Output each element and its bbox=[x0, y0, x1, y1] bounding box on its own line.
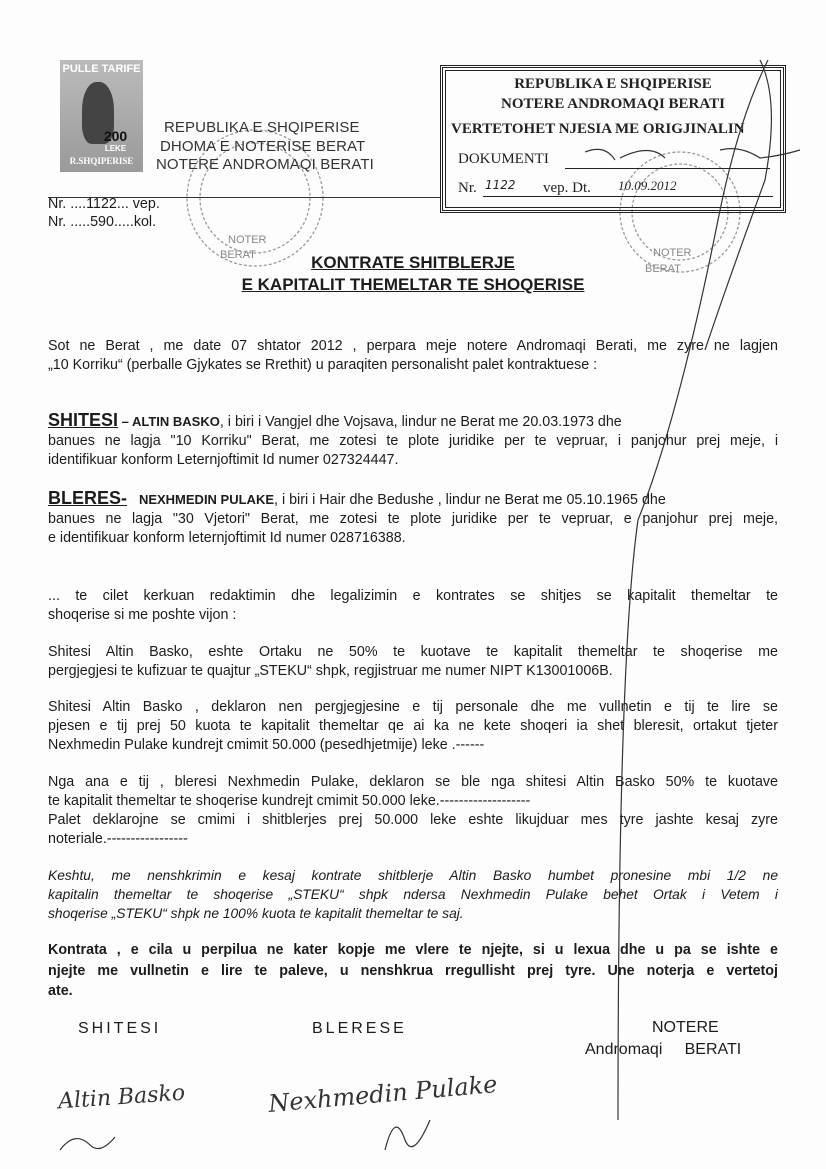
seller-label: SHITESI bbox=[48, 410, 119, 430]
intro-line: „10 Korriku“ (perballe Gjykates se Rrethit) u paraqiten personalisht palet kontraktuese : bbox=[48, 357, 598, 373]
buyer-name: NEXHMEDIN PULAKE bbox=[138, 492, 275, 507]
tax-stamp: PULLE TARIFE 200 LEKE R.SHQIPERISE bbox=[60, 60, 143, 172]
seal-text-noter: NOTER bbox=[228, 234, 267, 246]
register-vep: Nr. ....1122... vep. bbox=[48, 196, 160, 212]
intro-line: Sot ne Berat , me date 07 shtator 2012 , perpara meje notere Andromaqi Berati, me zyre ne lagjen bbox=[48, 338, 778, 354]
document-title-2: E KAPITALIT THEMELTAR TE SHOQERISE bbox=[241, 275, 585, 294]
notary-name: Andromaqi BERATI bbox=[585, 1041, 742, 1058]
paragraph-line: Kontrata , e cila u perpilua ne kater kopje me vlere te njejte, si u lexua dhe u pa se ishte e bbox=[48, 942, 778, 958]
seal-text-berat: BERAT bbox=[220, 249, 256, 261]
paragraph-line: Nga ana e tij , bleresi Nexhmedin Pulake, deklaron se ble nga shitesi Altin Basko 50% te kuotave bbox=[48, 774, 778, 790]
svg-text:NOTER: NOTER bbox=[653, 247, 692, 259]
document-title-1: KONTRATE SHITBLERJE bbox=[311, 253, 515, 272]
paragraph-line: Shitesi Altin Basko, eshte Ortaku ne 50% te kuotave te kapitalit themeltar te shoqerise me bbox=[48, 644, 778, 660]
seller-name: – ALTIN BASKO bbox=[118, 414, 220, 429]
letterhead-line-2: DHOMA E NOTERISE BERAT bbox=[160, 138, 366, 155]
paragraph-line: Keshtu, me nenshkrimin e kesaj kontrate shitblerje Altin Basko humbet pronesine mbi 1/2 ne bbox=[48, 868, 778, 883]
paragraph-line: Shitesi Altin Basko , deklaron nen pergjegjesine e tij personale dhe me vullnetin e tij te lire se bbox=[48, 699, 778, 715]
letterhead-line-3: NOTERE ANDROMAQI BERATI bbox=[156, 156, 374, 173]
buyer-label: BLERES- bbox=[48, 488, 128, 508]
buyer-initials-scribble bbox=[385, 1120, 430, 1150]
signature-label-notary: NOTERE bbox=[652, 1019, 719, 1036]
svg-text:BERAT: BERAT bbox=[645, 263, 681, 275]
paragraph-line: ... te cilet kerkuan redaktimin dhe legalizimin e kontrates se shitjes se kapitalit themeltar te bbox=[48, 588, 778, 604]
register-kol: Nr. .....590.....kol. bbox=[48, 214, 157, 230]
signature-label-buyer: BLERESE bbox=[312, 1020, 407, 1037]
buyer-line: BLERES- NEXHMEDIN PULAKE, i biri i Hair dhe Bedushe , lindur ne Berat me 05.10.1965 dhe bbox=[48, 488, 666, 508]
certification-box: REPUBLIKA E SHQIPERISE NOTERE ANDROMAQI BERATI VERTETOHET NJESIA ME ORIGJINALIN DOKUMENTI Nr. 1122 vep. Dt. 10.09.2012 bbox=[440, 65, 786, 213]
buyer-handwritten-signature: Nexhmedin Pulake bbox=[267, 1070, 499, 1118]
seller-initials-scribble bbox=[60, 1137, 115, 1150]
signature-label-seller: SHITESI bbox=[78, 1020, 162, 1037]
seller-line: SHITESI – ALTIN BASKO, i biri i Vangjel dhe Vojsava, lindur ne Berat me 20.03.1973 dhe bbox=[48, 410, 622, 430]
letterhead-line-1: REPUBLIKA E SHQIPERISE bbox=[164, 119, 360, 136]
seller-handwritten-signature: Altin Basko bbox=[57, 1080, 186, 1115]
